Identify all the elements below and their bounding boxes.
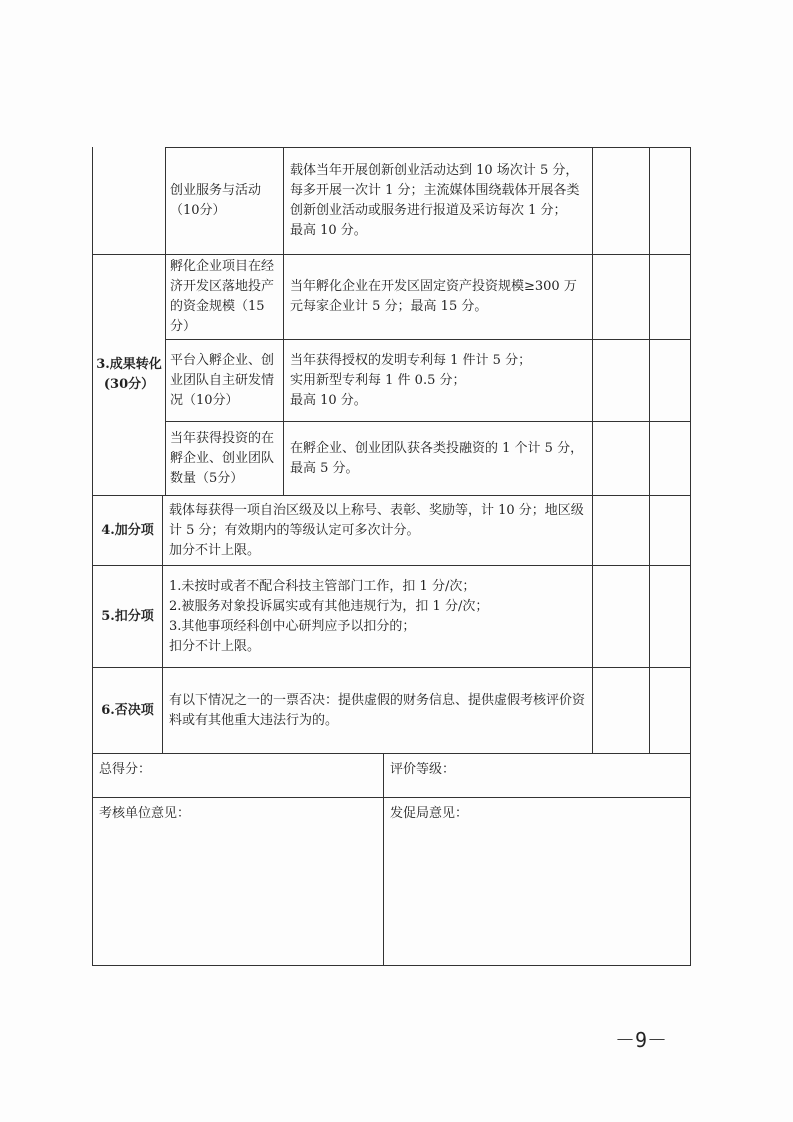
total-score-field[interactable] (92, 753, 384, 798)
subitem-label: 孵化企业项目在经济开发区落地投产的资金规模（15分） (170, 259, 275, 334)
score-cell (592, 495, 650, 566)
criteria-cell (283, 421, 593, 496)
score-cell (649, 339, 691, 422)
criteria-cell (283, 254, 593, 340)
category-label: 4.加分项 (101, 522, 154, 538)
category-label: 3.成果转化(30分） (96, 357, 162, 392)
grade-field[interactable] (383, 753, 691, 798)
score-cell (592, 667, 650, 754)
criteria-text: 载体当年开展创新创业活动达到 10 场次计 5 分，每多开展一次计 1 分；主流媒体围绕载体开展各类创新创业活动或服务进行报道及采访每次 1 分； 最高 10 分。 (290, 163, 580, 238)
page-number: －9－ (615, 1028, 668, 1052)
criteria-text: 当年获得授权的发明专利每 1 件计 5 分； 实用新型专利每 1 件 0.5 分； 最高 10 分。 (290, 352, 532, 408)
subitem-label: 平台入孵企业、创业团队自主研发情况（10分） (170, 352, 275, 408)
category-3-cell (92, 254, 166, 496)
criteria-text: 在孵企业、创业团队获各类投融资的 1 个计 5 分， 最高 5 分。 (290, 440, 584, 476)
criteria-cell (162, 565, 593, 668)
category-6-cell (92, 667, 163, 754)
score-cell (649, 147, 691, 255)
score-cell (649, 254, 691, 340)
grade-label: 评价等级： (390, 762, 456, 777)
unit-opinion-field[interactable] (92, 797, 384, 966)
total-score-label: 总得分： (99, 762, 152, 777)
subitem-label: 当年获得投资的在孵企业、创业团队数量（5分） (170, 430, 275, 486)
unit-opinion-label: 考核单位意见： (99, 806, 191, 821)
subitem-cell (165, 339, 284, 422)
bureau-opinion-label: 发促局意见： (390, 806, 469, 821)
criteria-cell (162, 667, 593, 754)
score-cell (592, 421, 650, 496)
criteria-text: 有以下情况之一的一票否决：提供虚假的财务信息、提供虚假考核评价资料或有其他重大违法行为的。 (169, 692, 586, 728)
score-cell (592, 254, 650, 340)
criteria-text: 载体每获得一项自治区级及以上称号、表彰、奖励等，计 10 分；地区级计 5 分；有效期内的等级认定可多次计分。 加分不计上限。 (169, 502, 584, 558)
criteria-cell (283, 147, 593, 255)
criteria-cell (283, 339, 593, 422)
score-cell (649, 667, 691, 754)
subitem-cell (165, 147, 284, 255)
subitem-cell (165, 421, 284, 496)
score-cell (649, 421, 691, 496)
score-cell (592, 339, 650, 422)
category-5-cell (92, 565, 163, 668)
category-label: 6.否决项 (101, 702, 154, 718)
criteria-cell (162, 495, 593, 566)
score-cell (592, 147, 650, 255)
criteria-text: 当年孵化企业在开发区固定资产投资规模≥300 万元每家企业计 5 分；最高 15 分。 (290, 279, 577, 314)
category-4-cell (92, 495, 163, 566)
score-cell (592, 565, 650, 668)
category-label: 5.扣分项 (101, 608, 154, 624)
score-cell (649, 495, 691, 566)
subitem-label: 创业服务与活动 （10分） (170, 183, 262, 218)
score-cell (649, 565, 691, 668)
bureau-opinion-field[interactable] (383, 797, 691, 966)
subitem-cell (165, 254, 284, 340)
category-cell-continued (92, 147, 166, 255)
criteria-text: 1.未按时或者不配合科技主管部门工作，扣 1 分/次； 2.被服务对象投诉属实或有其他违规行为，扣 1 分/次； 3.其他事项经科创中心研判应予以扣分的； 扣分不计上限。 (169, 578, 489, 654)
